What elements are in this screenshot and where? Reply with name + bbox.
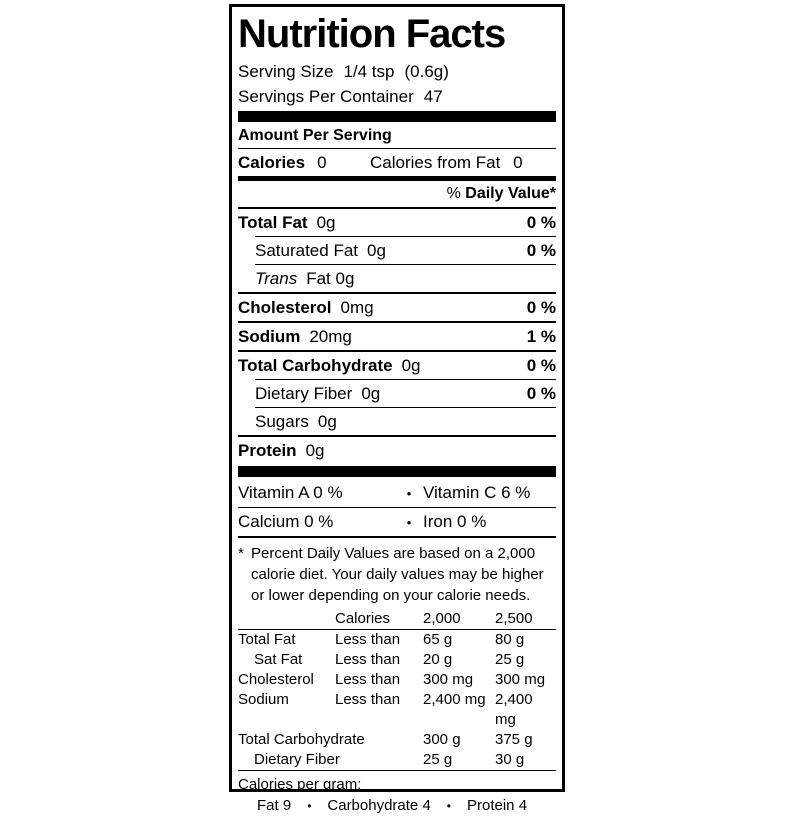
nutrient-daily-value: 0 % — [526, 298, 556, 317]
nutrient-row-sodium — [238, 323, 556, 350]
nutrient-row-sugars — [238, 408, 556, 435]
nutrient-row-trans-fat — [238, 265, 556, 292]
footnote-line: Percent Daily Values are based on a 2,000 — [251, 545, 536, 562]
nutrient-value: 0g — [305, 441, 325, 460]
dv-table-row — [238, 730, 556, 750]
dv-row-qualifier: Less than — [335, 631, 401, 648]
dv-table-row — [238, 630, 556, 650]
dv-table-calories-header: Calories — [335, 610, 391, 627]
nutrient-label: Trans — [255, 269, 298, 288]
carbohydrate-per-gram: Carbohydrate 4 — [327, 797, 431, 814]
nutrient-value: 0g — [316, 213, 336, 232]
footnote-asterisk: * — [238, 545, 244, 562]
bullet-separator: • — [406, 486, 412, 501]
dv-row-2500-value: 2,400 mg — [495, 691, 533, 728]
dv-row-name: Sat Fat — [254, 651, 303, 668]
servings-per-container-label: Servings Per Container — [238, 87, 414, 106]
dv-row-name: Total Carbohydrate — [238, 731, 365, 748]
calories-from-fat-value: 0 — [513, 153, 523, 172]
thick-divider — [238, 466, 556, 477]
nutrient-value: 0g — [401, 356, 421, 375]
calories-per-gram-label: Calories per gram: — [238, 776, 362, 793]
dv-table-row — [238, 670, 556, 690]
bullet-separator: • — [406, 515, 412, 530]
dv-table-row — [238, 750, 556, 770]
nutrient-value: 20mg — [309, 327, 352, 346]
calories-value: 0 — [317, 153, 327, 172]
nutrient-daily-value: 0 % — [526, 384, 556, 403]
dv-row-name: Total Fat — [238, 631, 296, 648]
vitamin-row-1 — [238, 479, 556, 507]
nutrient-label: Sugars — [255, 412, 309, 431]
dv-table-header — [238, 609, 556, 629]
nutrient-daily-value: 1 % — [526, 327, 556, 346]
nutrient-label: Cholesterol — [238, 298, 332, 317]
vitamin-a-value: Vitamin A 0 % — [238, 483, 343, 502]
dv-row-2500-value: 30 g — [495, 751, 525, 768]
nutrient-label: Total Carbohydrate — [238, 356, 393, 375]
calories-row — [238, 149, 556, 176]
iron-value: Iron 0 % — [423, 512, 487, 531]
fat-per-gram: Fat 9 — [257, 797, 292, 814]
bullet-separator: • — [446, 799, 451, 813]
nutrient-row-dietary-fiber — [238, 380, 556, 407]
servings-per-container-value: 47 — [423, 87, 443, 106]
nutrient-row-total-carbohydrate — [238, 352, 556, 379]
nutrient-row-protein — [238, 437, 556, 464]
dv-table-row — [238, 690, 556, 730]
footnote-line: or lower depending on your calorie needs. — [251, 587, 531, 604]
dv-row-2000-value: 65 g — [423, 631, 453, 648]
calories-per-gram-values — [238, 796, 556, 816]
nutrient-row-total-fat — [238, 209, 556, 236]
dv-row-name: Sodium — [238, 691, 289, 708]
nutrient-label: Saturated Fat — [255, 241, 359, 260]
vitamin-row-2 — [238, 508, 556, 536]
nutrient-value: 0g — [361, 384, 381, 403]
serving-size-amount: 1/4 tsp — [343, 62, 395, 81]
nutrient-value: 0g — [317, 412, 337, 431]
servings-per-container-row — [238, 84, 556, 109]
nutrient-label: Dietary Fiber — [255, 384, 353, 403]
dv-row-name: Dietary Fiber — [254, 751, 340, 768]
daily-value-text: Daily Value* — [465, 185, 556, 202]
nutrient-row-cholesterol — [238, 294, 556, 321]
footnote-line: calorie diet. Your daily values may be higher — [251, 566, 544, 583]
nutrient-label: Total Fat — [238, 213, 308, 232]
amount-per-serving-heading: Amount Per Serving — [238, 127, 392, 144]
serving-size-label: Serving Size — [238, 62, 334, 81]
vitamin-c-value: Vitamin C 6 % — [423, 483, 531, 502]
nutrient-value: 0g — [367, 241, 386, 260]
nutrient-daily-value: 0 % — [526, 213, 556, 232]
nutrient-daily-value: 0 % — [526, 356, 556, 375]
dv-row-qualifier: Less than — [335, 691, 401, 708]
daily-value-heading — [238, 181, 556, 207]
nutrient-value: Fat 0g — [306, 269, 355, 288]
nutrient-daily-value: 0 % — [526, 241, 556, 260]
nutrient-row-saturated-fat — [238, 237, 556, 264]
dv-row-2000-value: 20 g — [423, 651, 453, 668]
dv-row-2000-value: 300 mg — [423, 671, 474, 688]
thick-divider — [238, 111, 556, 122]
dv-row-2500-value: 300 mg — [495, 671, 546, 688]
nutrition-facts-label — [229, 4, 565, 814]
dv-row-2500-value: 25 g — [495, 651, 525, 668]
dv-row-2000-value: 25 g — [423, 751, 453, 768]
nutrient-value: 0mg — [340, 298, 374, 317]
calories-from-fat-label: Calories from Fat — [370, 153, 501, 172]
dv-row-2500-value: 80 g — [495, 631, 525, 648]
dv-row-name: Cholesterol — [238, 671, 314, 688]
calcium-value: Calcium 0 % — [238, 512, 334, 531]
dv-row-qualifier: Less than — [335, 651, 401, 668]
serving-size-weight: (0.6g) — [404, 62, 449, 81]
bullet-separator: • — [307, 799, 312, 813]
dv-row-2000-value: 300 g — [423, 731, 461, 748]
calories-label: Calories — [238, 153, 306, 172]
nutrient-label: Sodium — [238, 327, 301, 346]
dv-table-2000-header: 2,000 — [423, 610, 461, 627]
dv-table-2500-header: 2,500 — [495, 610, 533, 627]
nutrient-label: Protein — [238, 441, 297, 460]
daily-value-percent-sign: % — [446, 185, 461, 202]
protein-per-gram: Protein 4 — [467, 797, 528, 814]
dv-row-qualifier: Less than — [335, 671, 401, 688]
label-title: Nutrition Facts — [238, 12, 506, 56]
daily-value-footnote — [238, 538, 556, 609]
dv-row-2500-value: 375 g — [495, 731, 533, 748]
dv-table-row — [238, 650, 556, 670]
dv-row-2000-value: 2,400 mg — [423, 691, 486, 708]
serving-size-row — [238, 59, 556, 84]
